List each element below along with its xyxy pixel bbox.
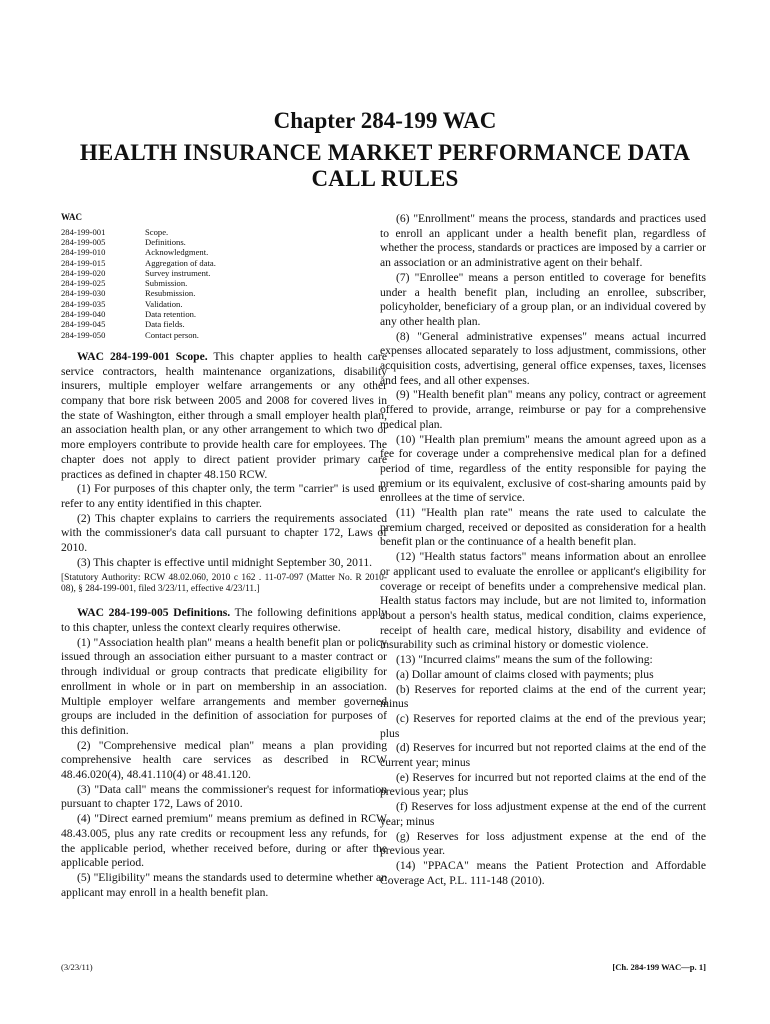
definition-item: (12) "Health status factors" means information about an enrollee or applicant used to evaluate the enrollee or applicant's eligibility for coverage or receipt of benefits under a comprehensive medical plan. Health status factors may include, but are not limited to, information about a person's health status, medical condition, claims experience, receipt of health care, medical history, disability and evidence of insurability such as criminal history or domestic violence.	[380, 550, 706, 652]
toc-section-title: Validation.	[145, 298, 183, 309]
table-of-contents	[61, 210, 387, 340]
toc-section-number: 284-199-040	[61, 309, 106, 320]
toc-section-title: Data retention.	[145, 309, 197, 320]
toc-section-title: Aggregation of data.	[145, 257, 216, 268]
scope-paragraph: (1) For purposes of this chapter only, the term "carrier" is used to refer to any entity identified in this chapter.	[61, 482, 387, 510]
toc-section-title: Acknowledgment.	[145, 247, 209, 258]
toc-section-number: 284-199-045	[61, 319, 106, 330]
definition-subitem: (d) Reserves for incurred but not reported claims at the end of the current year; minus	[380, 741, 706, 770]
definition-subitem: (g) Reserves for loss adjustment expense at the end of the previous year.	[380, 829, 706, 858]
scope-intro	[61, 350, 387, 482]
toc-section-title: Data fields.	[145, 319, 185, 330]
chapter-title: Chapter 284-199 WAC	[273, 108, 497, 133]
toc-section-number: 284-199-015	[61, 257, 106, 268]
toc-row	[61, 268, 387, 278]
definition-item: (9) "Health benefit plan" means any policy, contract or agreement offered to provide, arrange, reimburse or pay for a comprehensive medical plan.	[380, 388, 706, 431]
definition-item: (8) "General administrative expenses" means actual incurred expenses allocated separately to loss adjustment, commissions, other acquisition costs, advertising, general office expenses, taxes, licenses and fees, and all other expenses.	[380, 329, 706, 387]
definitions-section	[61, 606, 387, 900]
toc-section-number: 284-199-035	[61, 298, 106, 309]
toc-section-number: 284-199-005	[61, 237, 106, 247]
footer-date: (3/23/11)	[61, 962, 93, 972]
scope-paragraph: (3) This chapter is effective until midnight September 30, 2011.	[77, 555, 373, 569]
toc-row	[61, 330, 387, 340]
definition-subitem: (f) Reserves for loss adjustment expense at the end of the current year; minus	[380, 800, 706, 828]
definitions-intro	[61, 606, 387, 635]
toc-section-number: 284-199-001	[61, 226, 106, 237]
toc-row	[61, 309, 387, 319]
definition-item: (4) "Direct earned premium" means premium as defined in RCW 48.43.005, plus any rate credits or recoupment less any refunds, for the applicable period, whether received before, during or after the applicable period.	[61, 812, 387, 870]
toc-section-number: 284-199-010	[61, 247, 106, 258]
definition-item: (6) "Enrollment" means the process, standards and practices used to enroll an applicant under a health benefit plan, regardless of whether the process, standards or practices are imposed by a carrier or an association or an administrative agent on their behalf.	[380, 212, 706, 270]
right-column	[380, 212, 706, 888]
toc-row	[61, 247, 387, 257]
toc-heading: WAC	[61, 212, 83, 222]
toc-row	[61, 299, 387, 309]
definition-item: (14) "PPACA" means the Patient Protection and Affordable Coverage Act, P.L. 111-148 (2010).	[380, 858, 706, 887]
scope-intro-text: This chapter applies to health care service contractors, health maintenance organizations, disability insurers, multiple employer welfare arrangements or any other company that bore risk between 2005 and 2008 for covered lives in the state of Washington, either through a small employer health plan, an association health plan, or any other arrangement to which two or more employers contribute to provide health care for employees. The chapter does not apply to direct patient provider primary care practices as defined in chapter 48.150 RCW.	[61, 349, 387, 481]
definition-subitem: (b) Reserves for reported claims at the end of the current year; minus	[380, 682, 706, 711]
toc-section-title: Survey instrument.	[145, 267, 211, 278]
toc-row	[61, 227, 387, 237]
definition-item: (11) "Health plan rate" means the rate used to calculate the premium charged, received or deposited as consideration for a health benefit plan or the continuance of a health benefit plan.	[380, 506, 706, 549]
definition-item: (13) "Incurred claims" means the sum of the following:	[396, 653, 653, 667]
toc-section-title: Definitions.	[145, 237, 186, 247]
toc-section-title: Scope.	[145, 226, 169, 237]
definition-subitem: (a) Dollar amount of claims closed with payments; plus	[396, 667, 654, 681]
toc-section-number: 284-199-030	[61, 288, 106, 299]
footer-page-reference: [Ch. 284-199 WAC—p. 1]	[612, 962, 706, 972]
toc-section-number: 284-199-020	[61, 267, 106, 278]
statutory-history: [Statutory Authority: RCW 48.02.060, 2010 c 162 . 11-07-097 (Matter No. R 2010-08), § 284-199-001, filed 3/23/11, effective 4/23/11.]	[61, 572, 387, 594]
toc-row	[61, 278, 387, 288]
toc-section-number: 284-199-050	[61, 329, 106, 340]
scope-heading: WAC 284-199-001 Scope.	[77, 349, 208, 363]
scope-paragraph: (2) This chapter explains to carriers the requirements associated with the commissioner's data call pursuant to chapter 172, Laws of 2010.	[61, 511, 387, 555]
scope-section	[61, 350, 387, 595]
toc-row	[61, 319, 387, 329]
left-column	[61, 210, 387, 900]
toc-section-title: Submission.	[145, 278, 188, 289]
toc-section-title: Contact person.	[145, 329, 199, 340]
definition-item: (2) "Comprehensive medical plan" means a plan providing comprehensive health care services as described in RCW 48.46.020(4), 48.41.110(4) or 48.41.120.	[61, 738, 387, 782]
definitions-heading: WAC 284-199-005 Definitions.	[77, 606, 231, 620]
definitions-intro-text: The following definitions apply to this chapter, unless the context clearly requires otherwise.	[61, 606, 387, 635]
definition-item: (7) "Enrollee" means a person entitled to coverage for benefits under a health benefit plan, including an enrollee, subscriber, policyholder, beneficiary of a group plan, or an individual covered by any other health plan.	[380, 270, 706, 328]
toc-row	[61, 288, 387, 298]
main-title: HEALTH INSURANCE MARKET PERFORMANCE DATA CALL RULES	[79, 140, 691, 191]
toc-section-number: 284-199-025	[61, 278, 106, 289]
definition-item: (3) "Data call" means the commissioner's request for information pursuant to chapter 172, Laws of 2010.	[61, 782, 387, 811]
definition-item: (10) "Health plan premium" means the amount agreed upon as a fee for coverage under a comprehensive medical plan for a defined period of time, regardless of the entity responsible for paying the premium or its equivalent, exclusive of cost-sharing amounts paid by enrollees at the time of service.	[380, 432, 706, 505]
toc-row	[61, 258, 387, 268]
definition-subitem: (e) Reserves for incurred but not reported claims at the end of the previous year; plus	[380, 770, 706, 799]
toc-section-title: Resubmission.	[145, 288, 196, 299]
definition-subitem: (c) Reserves for reported claims at the end of the previous year; plus	[380, 711, 706, 740]
definition-item: (1) "Association health plan" means a health benefit plan or policy issued through an association either pursuant to a master contract or through individual or group contracts that predicate eligibility for enrollment in whole or in part on membership in an association. Multiple employer welfare arrangements and member governed groups are included in the definition of association for purposes of this definition.	[61, 635, 387, 737]
definition-item: (5) "Eligibility" means the standards used to determine whether an applicant may enroll in a health benefit plan.	[61, 870, 387, 899]
toc-row	[61, 237, 387, 247]
